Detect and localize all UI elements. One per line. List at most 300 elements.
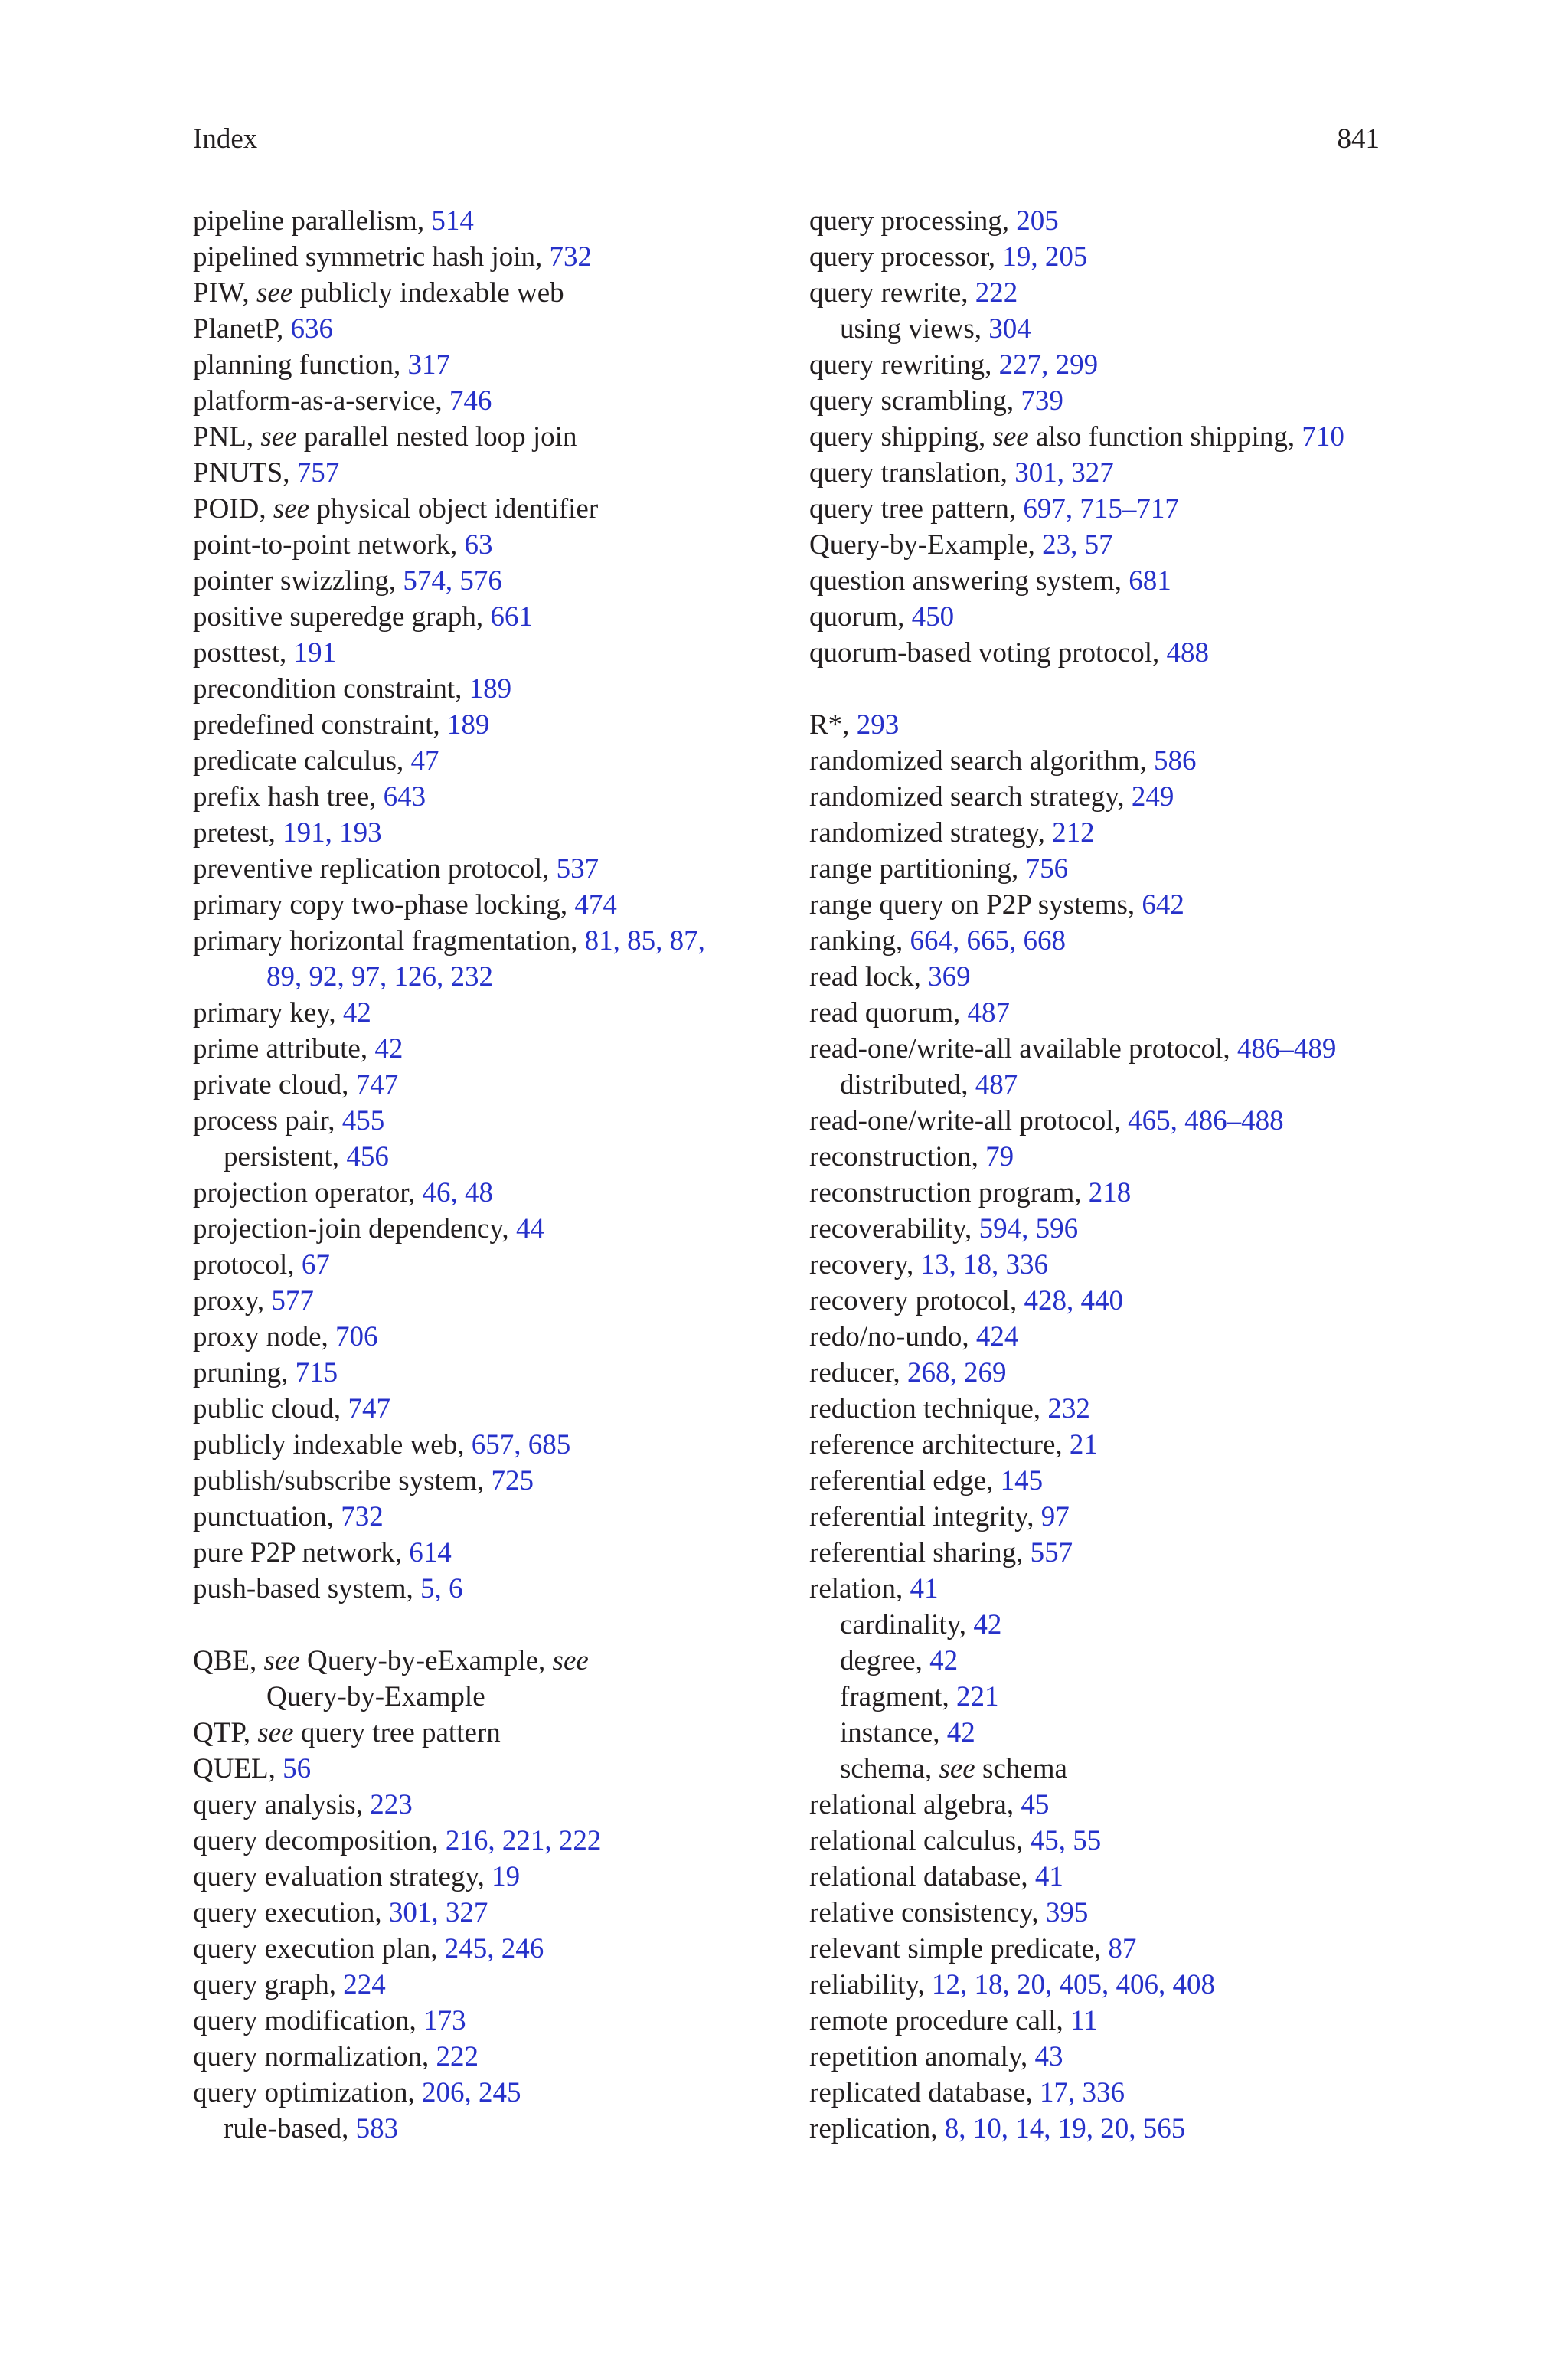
entry-term: POID, xyxy=(193,493,273,525)
page-references-link[interactable]: 42 xyxy=(946,1717,975,1748)
page-references-link[interactable]: 11 xyxy=(1070,2005,1098,2036)
page-references-link[interactable]: 395 xyxy=(1045,1897,1089,1928)
entry-term: pure P2P network, xyxy=(193,1537,410,1568)
index-entry xyxy=(809,995,1406,1031)
page-references-link[interactable]: 268, 269 xyxy=(906,1357,1007,1389)
entry-term: R*, xyxy=(809,709,857,741)
entry-term: Query-by-Example, xyxy=(809,529,1043,561)
page-references-link[interactable]: 63 xyxy=(464,529,493,561)
page-references-link[interactable]: 221 xyxy=(956,1681,999,1712)
page-references-link[interactable]: 223 xyxy=(370,1789,413,1820)
index-entry xyxy=(809,1823,1406,1859)
page-references-link[interactable]: 317 xyxy=(407,349,451,381)
index-entry xyxy=(193,1967,790,2003)
index-entry xyxy=(193,1571,790,1607)
entry-term: query modification, xyxy=(193,2005,424,2036)
entry-term: query graph, xyxy=(193,1969,344,2000)
entry-term: QBE, xyxy=(193,1645,264,1676)
page-references-link[interactable]: 12, 18, 20, 405, 406, 408 xyxy=(931,1969,1215,2000)
page-references-link[interactable]: 706 xyxy=(335,1321,378,1353)
page-references-link[interactable]: 450 xyxy=(911,601,955,633)
entry-term: query analysis, xyxy=(193,1789,371,1820)
index-entry xyxy=(809,1319,1406,1355)
entry-term: schema, xyxy=(840,1753,939,1784)
page-references-link[interactable]: 756 xyxy=(1025,853,1069,885)
page-references-link[interactable]: 369 xyxy=(928,961,971,993)
index-entry xyxy=(809,2111,1406,2147)
page-references-link[interactable]: 191 xyxy=(293,637,337,669)
index-entry xyxy=(809,1535,1406,1571)
index-entry xyxy=(809,1031,1406,1067)
index-entry xyxy=(809,1463,1406,1499)
page-references-link[interactable]: 43 xyxy=(1034,2041,1063,2072)
page-references-link[interactable]: 732 xyxy=(549,241,592,273)
cross-reference-target: query tree pattern xyxy=(293,1717,501,1748)
index-entry xyxy=(809,707,1406,743)
entry-term: projection operator, xyxy=(193,1177,423,1209)
entry-term: range partitioning, xyxy=(809,853,1026,885)
see-reference: see xyxy=(273,493,310,525)
entry-term: reference architecture, xyxy=(809,1429,1070,1460)
index-entry xyxy=(193,779,790,815)
index-entry xyxy=(193,455,790,491)
index-entry xyxy=(809,1175,1406,1211)
page-references-link[interactable]: 205 xyxy=(1016,205,1059,237)
page-references-link[interactable]: 8, 10, 14, 19, 20, 565 xyxy=(944,2113,1186,2144)
page-references-link[interactable]: 428, 440 xyxy=(1024,1285,1123,1317)
entry-term: pretest, xyxy=(193,817,283,849)
page-references-link[interactable]: 42 xyxy=(929,1645,959,1676)
page-references-link[interactable]: 19, 205 xyxy=(1002,241,1088,273)
page-references-link[interactable]: 488 xyxy=(1166,637,1210,669)
page-references-link[interactable]: 586 xyxy=(1154,745,1197,777)
entry-term: distributed, xyxy=(840,1069,975,1101)
index-entry xyxy=(809,563,1406,599)
entry-term: relative consistency, xyxy=(809,1897,1046,1928)
entry-term: query scrambling, xyxy=(809,385,1021,417)
page-references-link[interactable]: 642 xyxy=(1142,889,1184,921)
entry-term: punctuation, xyxy=(193,1501,341,1532)
index-entry xyxy=(193,1211,790,1247)
entry-term: referential integrity, xyxy=(809,1501,1041,1532)
page-references-link[interactable]: 245, 246 xyxy=(444,1933,544,1964)
page-references-link[interactable]: 56 xyxy=(283,1753,312,1784)
entry-term: push-based system, xyxy=(193,1573,420,1604)
entry-term: query decomposition, xyxy=(193,1825,446,1856)
page-references-link[interactable]: 747 xyxy=(355,1069,399,1101)
entry-term: Query-by-Example xyxy=(266,1681,485,1712)
entry-term: proxy node, xyxy=(193,1321,335,1353)
page-references-link[interactable]: 218 xyxy=(1088,1177,1132,1209)
entry-term: query processing, xyxy=(809,205,1017,237)
page-references-link[interactable]: 67 xyxy=(301,1249,330,1281)
page-references-link[interactable]: 189 xyxy=(446,709,490,741)
entry-term: query optimization, xyxy=(193,2077,423,2108)
entry-term: private cloud, xyxy=(193,1069,356,1101)
page-references-link[interactable]: 583 xyxy=(355,2113,399,2144)
entry-term: precondition constraint, xyxy=(193,673,469,705)
page-header xyxy=(193,123,1380,161)
entry-term: query shipping, xyxy=(809,421,993,453)
index-entry xyxy=(809,1283,1406,1319)
page-references-link[interactable]: 232 xyxy=(1047,1393,1090,1425)
entry-term: query execution plan, xyxy=(193,1933,445,1964)
index-entry xyxy=(809,455,1406,491)
index-entry xyxy=(809,1355,1406,1391)
page-references-link[interactable]: 537 xyxy=(556,853,599,885)
entry-term: QUEL, xyxy=(193,1753,283,1784)
index-entry xyxy=(193,1787,790,1823)
entry-term: protocol, xyxy=(193,1249,302,1281)
entry-term: query translation, xyxy=(809,457,1015,489)
index-entry xyxy=(193,1931,790,1967)
see-reference: see xyxy=(552,1645,589,1676)
index-entry xyxy=(809,2039,1406,2075)
entry-term: primary horizontal fragmentation, xyxy=(193,925,585,957)
index-entry xyxy=(809,2075,1406,2111)
see-reference: see xyxy=(256,277,293,309)
index-entry xyxy=(193,635,790,671)
page-references-link[interactable]: 455 xyxy=(341,1105,385,1137)
index-entry xyxy=(809,1859,1406,1895)
page-references-link[interactable]: 643 xyxy=(383,781,426,813)
page-references-link[interactable]: 44 xyxy=(515,1213,544,1245)
index-entry xyxy=(193,743,790,779)
page-references-link[interactable]: 216, 221, 222 xyxy=(445,1825,602,1856)
index-entry xyxy=(193,1463,790,1499)
page-references-link[interactable]: 45, 55 xyxy=(1030,1825,1102,1856)
page-references-link[interactable]: 191, 193 xyxy=(283,817,382,849)
entry-term: QTP, xyxy=(193,1717,258,1748)
index-entry xyxy=(809,923,1406,959)
page-references-link[interactable]: 45 xyxy=(1021,1789,1050,1820)
cross-reference-target: parallel nested loop join xyxy=(296,421,577,453)
page-references-link[interactable]: 474 xyxy=(574,889,617,921)
index-entry xyxy=(193,851,790,887)
index-entry xyxy=(809,203,1406,239)
index-entry xyxy=(193,1355,790,1391)
entry-term: preventive replication protocol, xyxy=(193,853,557,885)
page-references-link[interactable]: 304 xyxy=(988,313,1031,345)
cross-reference-target: also function shipping, xyxy=(1028,421,1302,453)
page-references-link[interactable]: 739 xyxy=(1021,385,1063,417)
page-references-link[interactable]: 661 xyxy=(490,601,533,633)
page-references-link[interactable]: 664, 665, 668 xyxy=(910,925,1067,957)
index-entry xyxy=(809,887,1406,923)
page-references-link[interactable]: 710 xyxy=(1302,421,1344,453)
index-entry xyxy=(193,1427,790,1463)
index-entry xyxy=(193,599,790,635)
page-references-link[interactable]: 19 xyxy=(492,1861,521,1892)
page-references-link[interactable]: 42 xyxy=(973,1609,1002,1640)
index-entry xyxy=(809,779,1406,815)
index-entry xyxy=(193,2003,790,2039)
entry-term: primary copy two-phase locking, xyxy=(193,889,575,921)
page-references-link[interactable]: 42 xyxy=(374,1033,403,1065)
page-references-link[interactable]: 715 xyxy=(295,1357,338,1389)
cross-reference-target: schema xyxy=(975,1753,1067,1784)
index-entry xyxy=(193,311,790,347)
entry-term: rule-based, xyxy=(224,2113,356,2144)
page-references-link[interactable]: 41 xyxy=(1034,1861,1063,1892)
page-references-link[interactable]: 97 xyxy=(1040,1501,1070,1532)
index-entry xyxy=(809,1211,1406,1247)
entry-term: fragment, xyxy=(840,1681,957,1712)
entry-term: reduction technique, xyxy=(809,1393,1048,1425)
page-references-link[interactable]: 732 xyxy=(341,1501,384,1532)
index-entry xyxy=(193,1895,790,1931)
page-references-link[interactable]: 594, 596 xyxy=(978,1213,1079,1245)
entry-term: predefined constraint, xyxy=(193,709,447,741)
page-references-link[interactable]: 17, 336 xyxy=(1039,2077,1125,2108)
entry-term: randomized strategy, xyxy=(809,817,1053,849)
see-reference: see xyxy=(257,1717,294,1748)
index-entry xyxy=(809,275,1406,311)
index-entry xyxy=(809,491,1406,527)
index-subentry xyxy=(809,311,1406,347)
index-entry xyxy=(809,599,1406,635)
index-entry xyxy=(809,743,1406,779)
index-entry xyxy=(193,1247,790,1283)
page-references-link[interactable]: 757 xyxy=(296,457,340,489)
index-entry xyxy=(193,383,790,419)
page-references-link[interactable]: 487 xyxy=(967,997,1011,1029)
entry-term: posttest, xyxy=(193,637,294,669)
page-references-link[interactable]: 697, 715–717 xyxy=(1023,493,1179,525)
index-subentry xyxy=(809,1607,1406,1643)
entry-term: range query on P2P systems, xyxy=(809,889,1142,921)
page-references-link[interactable]: 206, 245 xyxy=(422,2077,521,2108)
cross-reference-target: physical object identifier xyxy=(309,493,599,525)
entry-term: persistent, xyxy=(224,1141,347,1173)
see-reference: see xyxy=(992,421,1029,453)
see-reference: see xyxy=(260,421,297,453)
entry-term: degree, xyxy=(840,1645,930,1676)
entry-term: cardinality, xyxy=(840,1609,974,1640)
entry-term: PNL, xyxy=(193,421,261,453)
index-subentry xyxy=(809,1679,1406,1715)
index-entry xyxy=(809,815,1406,851)
see-reference: see xyxy=(939,1753,975,1784)
page-references-link[interactable]: 487 xyxy=(975,1069,1018,1101)
page-references-link[interactable]: 21 xyxy=(1069,1429,1098,1460)
entry-term: query execution, xyxy=(193,1897,389,1928)
entry-term: predicate calculus, xyxy=(193,745,411,777)
entry-term: remote procedure call, xyxy=(809,2005,1071,2036)
index-entry xyxy=(809,959,1406,995)
entry-term: relational database, xyxy=(809,1861,1035,1892)
index-entry xyxy=(193,887,790,923)
entry-term: pointer swizzling, xyxy=(193,565,403,597)
page-references-link[interactable]: 486–489 xyxy=(1236,1033,1337,1065)
index-entry xyxy=(193,1103,790,1139)
entry-term: referential sharing, xyxy=(809,1537,1031,1568)
entry-term: replicated database, xyxy=(809,2077,1040,2108)
entry-term: point-to-point network, xyxy=(193,529,465,561)
index-entry xyxy=(193,203,790,239)
entry-term: randomized search algorithm, xyxy=(809,745,1154,777)
index-entry xyxy=(809,2003,1406,2039)
page-references-link[interactable]: 222 xyxy=(975,277,1018,309)
entry-term: planning function, xyxy=(193,349,408,381)
entry-term: relational algebra, xyxy=(809,1789,1021,1820)
index-entry xyxy=(809,419,1406,455)
index-subentry xyxy=(809,1715,1406,1751)
page-references-link[interactable]: 89, 92, 97, 126, 232 xyxy=(266,961,493,993)
entry-term: ranking, xyxy=(809,925,910,957)
index-entry xyxy=(193,1643,790,1679)
index-entry xyxy=(809,1499,1406,1535)
index-entry xyxy=(809,383,1406,419)
page-references-link[interactable]: 746 xyxy=(449,385,492,417)
page-references-link[interactable]: 5, 6 xyxy=(420,1573,463,1604)
page-references-link[interactable]: 465, 486–488 xyxy=(1128,1105,1284,1137)
index-column-left xyxy=(193,203,790,2147)
index-entry xyxy=(809,1103,1406,1139)
page-references-link[interactable]: 173 xyxy=(423,2005,466,2036)
entry-term: PNUTS, xyxy=(193,457,297,489)
index-entry xyxy=(193,491,790,527)
page-references-link[interactable]: 13, 18, 336 xyxy=(920,1249,1049,1281)
index-entry xyxy=(193,923,790,959)
index-entry xyxy=(193,671,790,707)
index-entry xyxy=(193,995,790,1031)
page-references-link[interactable]: 301, 327 xyxy=(1014,457,1114,489)
index-entry xyxy=(193,1499,790,1535)
index-entry xyxy=(809,239,1406,275)
index-entry xyxy=(193,1283,790,1319)
page-references-link[interactable]: 145 xyxy=(1000,1465,1044,1496)
entry-term: reconstruction, xyxy=(809,1141,986,1173)
entry-term: public cloud, xyxy=(193,1393,348,1425)
index-entry xyxy=(809,347,1406,383)
page-references-link[interactable]: 42 xyxy=(342,997,371,1029)
page-references-link[interactable]: 23, 57 xyxy=(1042,529,1113,561)
entry-term: recovery, xyxy=(809,1249,921,1281)
entry-term: pruning, xyxy=(193,1357,296,1389)
page-references-link[interactable]: 47 xyxy=(410,745,439,777)
page-references-link[interactable]: 557 xyxy=(1030,1537,1073,1568)
entry-term: reducer, xyxy=(809,1357,907,1389)
entry-term: read lock, xyxy=(809,961,929,993)
entry-term: publicly indexable web, xyxy=(193,1429,472,1460)
page-references-link[interactable]: 222 xyxy=(436,2041,479,2072)
page-references-link[interactable]: 301, 327 xyxy=(388,1897,488,1928)
index-entry xyxy=(193,1715,790,1751)
index-subentry xyxy=(193,1139,790,1175)
index-entry xyxy=(809,527,1406,563)
page-references-link[interactable]: 224 xyxy=(343,1969,386,2000)
entry-term: read quorum, xyxy=(809,997,968,1029)
entry-term: PlanetP, xyxy=(193,313,291,345)
entry-term: proxy, xyxy=(193,1285,272,1317)
index-entry xyxy=(193,1535,790,1571)
index-entry xyxy=(809,1247,1406,1283)
index-entry xyxy=(193,1067,790,1103)
entry-term: primary key, xyxy=(193,997,343,1029)
entry-term: redo/no-undo, xyxy=(809,1321,976,1353)
page-references-link[interactable]: 681 xyxy=(1129,565,1171,597)
index-entry xyxy=(809,1895,1406,1931)
index-entry xyxy=(809,1787,1406,1823)
index-entry xyxy=(193,1319,790,1355)
index-entry xyxy=(809,1571,1406,1607)
page-references-link[interactable]: 46, 48 xyxy=(422,1177,494,1209)
page-references-link[interactable]: 725 xyxy=(491,1465,534,1496)
entry-term: recovery protocol, xyxy=(809,1285,1024,1317)
page-references-link[interactable]: 189 xyxy=(469,673,512,705)
entry-term: pipeline parallelism, xyxy=(193,205,432,237)
entry-term: quorum-based voting protocol, xyxy=(809,637,1167,669)
cross-reference-target: Query-by-eExample, xyxy=(299,1645,553,1676)
page-references-link[interactable]: 424 xyxy=(975,1321,1019,1353)
page-references-link[interactable]: 456 xyxy=(346,1141,389,1173)
index-entry xyxy=(193,815,790,851)
page-number: 841 xyxy=(1337,123,1380,155)
entry-term: platform-as-a-service, xyxy=(193,385,449,417)
index-entry xyxy=(809,851,1406,887)
index-entry xyxy=(193,419,790,455)
entry-term: using views, xyxy=(840,313,989,345)
page-references-link[interactable]: 293 xyxy=(856,709,900,741)
page-references-link[interactable]: 212 xyxy=(1052,817,1095,849)
index-subentry xyxy=(809,1751,1406,1787)
page-references-link[interactable]: 577 xyxy=(271,1285,314,1317)
page-references-link[interactable]: 657, 685 xyxy=(471,1429,571,1460)
index-entry xyxy=(193,1679,790,1715)
index-entry xyxy=(809,635,1406,671)
cross-reference-target: publicly indexable web xyxy=(292,277,564,309)
page-references-link[interactable]: 41 xyxy=(910,1573,939,1604)
page-references-link[interactable]: 227, 299 xyxy=(998,349,1099,381)
index-entry xyxy=(193,275,790,311)
index-entry xyxy=(193,1175,790,1211)
page-references-link[interactable]: 79 xyxy=(985,1141,1014,1173)
page-references-link[interactable]: 614 xyxy=(409,1537,452,1568)
entry-term: pipelined symmetric hash join, xyxy=(193,241,550,273)
index-column-right xyxy=(809,203,1406,2147)
entry-term: read-one/write-all available protocol, xyxy=(809,1033,1237,1065)
page-references-link[interactable]: 574, 576 xyxy=(403,565,502,597)
entry-term: instance, xyxy=(840,1717,947,1748)
index-entry xyxy=(193,707,790,743)
index-entry xyxy=(809,1427,1406,1463)
index-entry xyxy=(809,1391,1406,1427)
entry-term: query normalization, xyxy=(193,2041,436,2072)
page-references-link[interactable]: 636 xyxy=(290,313,333,345)
index-entry xyxy=(193,1391,790,1427)
entry-term: query evaluation strategy, xyxy=(193,1861,492,1892)
page-references-link[interactable]: 81, 85, 87, xyxy=(584,925,705,957)
entry-term: relational calculus, xyxy=(809,1825,1031,1856)
page-references-link[interactable]: 249 xyxy=(1131,781,1174,813)
entry-term: process pair, xyxy=(193,1105,342,1137)
entry-term: prime attribute, xyxy=(193,1033,375,1065)
entry-term: referential edge, xyxy=(809,1465,1001,1496)
index-entry xyxy=(193,1823,790,1859)
entry-term: question answering system, xyxy=(809,565,1129,597)
index-entry xyxy=(193,239,790,275)
page-references-link[interactable]: 514 xyxy=(431,205,474,237)
entry-term: query rewriting, xyxy=(809,349,999,381)
page-references-link[interactable]: 87 xyxy=(1108,1933,1137,1964)
entry-term: read-one/write-all protocol, xyxy=(809,1105,1129,1137)
page-references-link[interactable]: 747 xyxy=(348,1393,390,1425)
entry-term: quorum, xyxy=(809,601,912,633)
entry-term: query tree pattern, xyxy=(809,493,1024,525)
letter-group-gap xyxy=(193,1607,790,1643)
entry-term: reconstruction program, xyxy=(809,1177,1089,1209)
